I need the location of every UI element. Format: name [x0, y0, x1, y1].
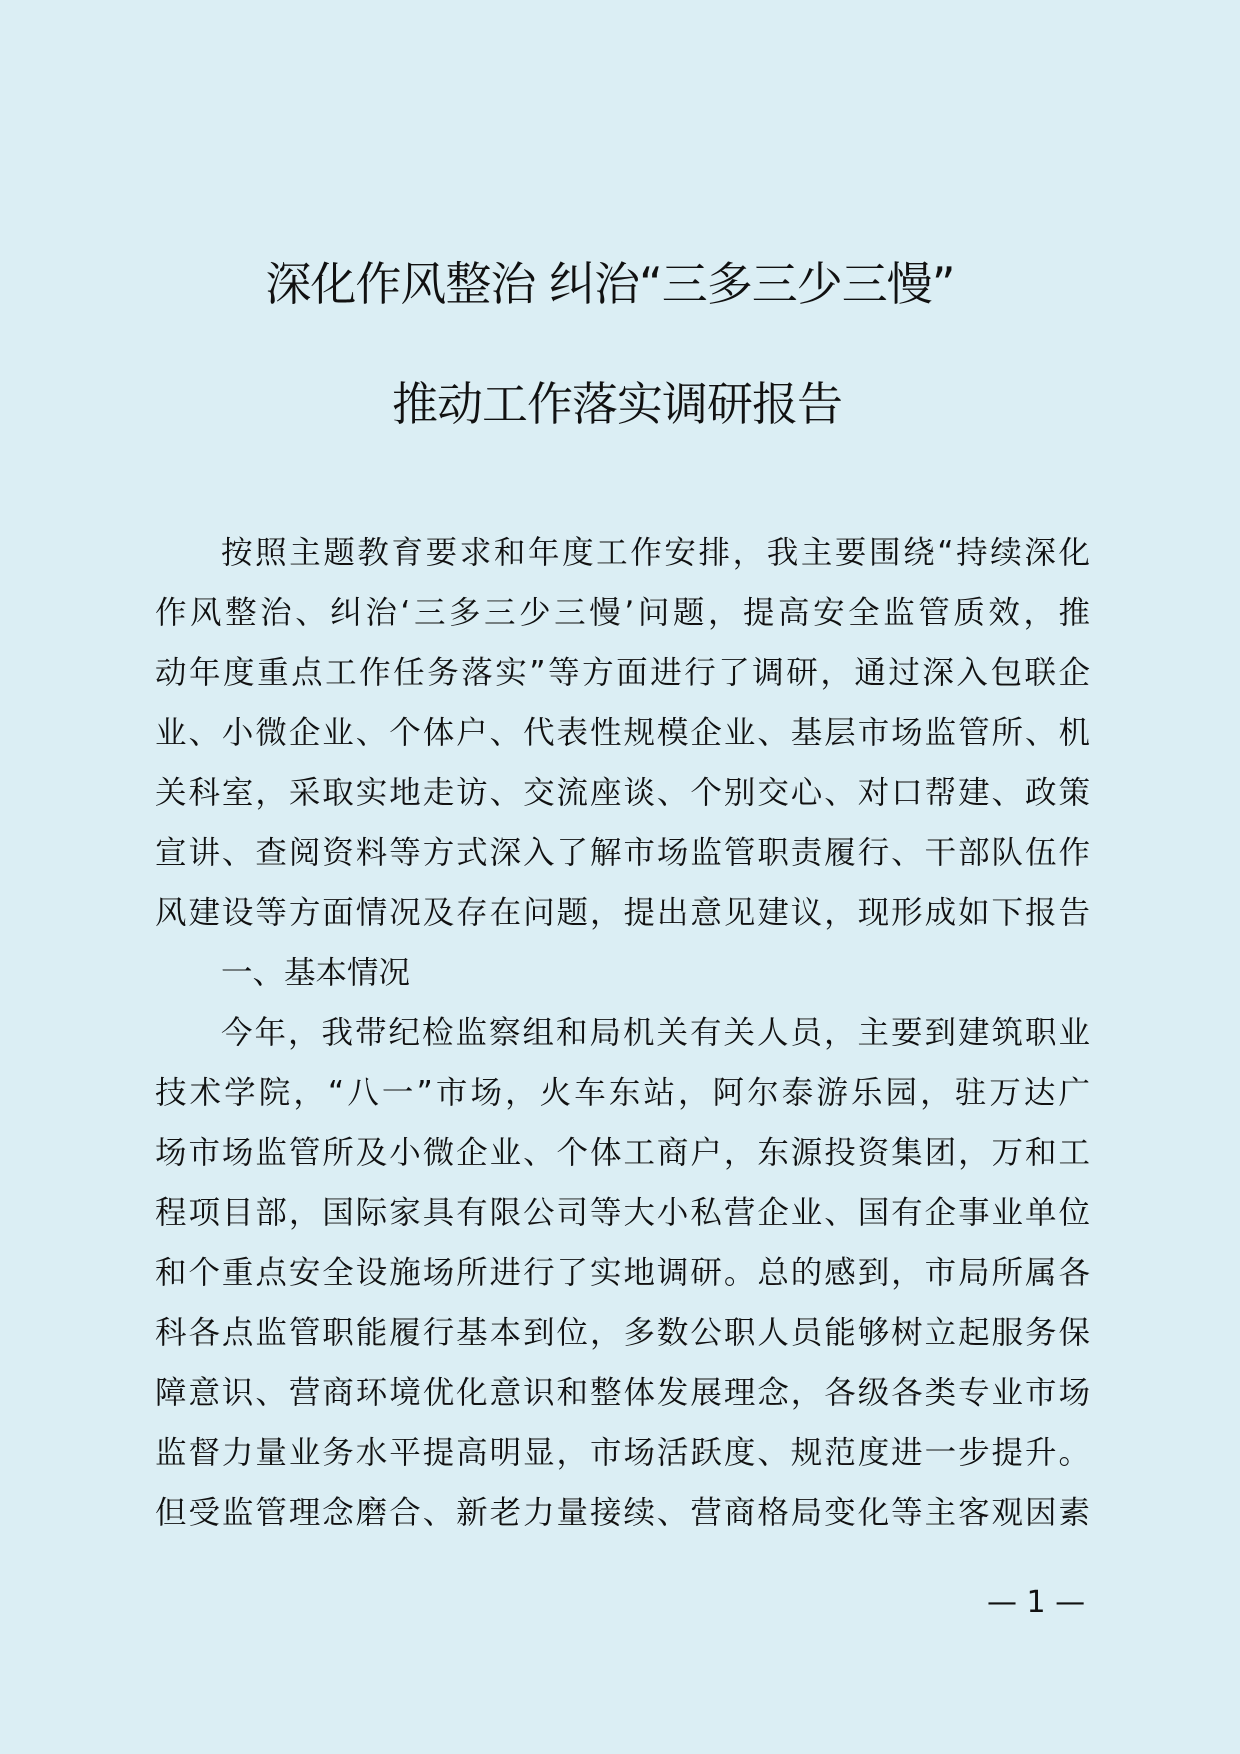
body-line: 和个重点安全设施场所进行了实地调研。总的感到，市局所属各 — [155, 1255, 1090, 1291]
body-line: 技术学院，“八一”市场，火车东站，阿尔泰游乐园，驻万达广 — [155, 1075, 1090, 1111]
report-body — [155, 523, 1090, 1543]
page-number: — 1 — — [987, 1585, 1086, 1620]
body-line: 宣讲、查阅资料等方式深入了解市场监管职责履行、干部队伍作 — [155, 835, 1090, 871]
body-line: 监督力量业务水平提高明显，市场活跃度、规范度进一步提升。 — [155, 1435, 1090, 1471]
body-line: 作风整治、纠治‘三多三少三慢’问题，提高安全监管质效，推 — [155, 595, 1090, 631]
body-line: 业、小微企业、个体户、代表性规模企业、基层市场监管所、机 — [155, 715, 1090, 751]
body-line: 科各点监管职能履行基本到位，多数公职人员能够树立起服务保 — [155, 1315, 1090, 1351]
body-line: 程项目部，国际家具有限公司等大小私营企业、国有企事业单位 — [155, 1195, 1090, 1231]
report-title-line-2: 推动工作落实调研报告 — [392, 377, 842, 431]
body-line: 动年度重点工作任务落实”等方面进行了调研，通过深入包联企 — [155, 655, 1090, 691]
body-line: 障意识、营商环境优化意识和整体发展理念，各级各类专业市场 — [155, 1375, 1090, 1411]
body-line: 今年，我带纪检监察组和局机关有关人员，主要到建筑职业 — [221, 1015, 1090, 1051]
section-heading: 一、基本情况 — [221, 955, 411, 991]
report-title-line-1: 深化作风整治 纠治“三多三少三慢” — [265, 257, 955, 311]
body-line: 按照主题教育要求和年度工作安排，我主要围绕“持续深化 — [221, 535, 1090, 571]
body-line: 但受监管理念磨合、新老力量接续、营商格局变化等主客观因素 — [155, 1495, 1090, 1531]
body-line: 风建设等方面情况及存在问题，提出意见建议，现形成如下报告 — [155, 895, 1090, 931]
body-line: 场市场监管所及小微企业、个体工商户，东源投资集团，万和工 — [155, 1135, 1090, 1171]
body-line: 关科室，采取实地走访、交流座谈、个别交心、对口帮建、政策 — [155, 775, 1090, 811]
